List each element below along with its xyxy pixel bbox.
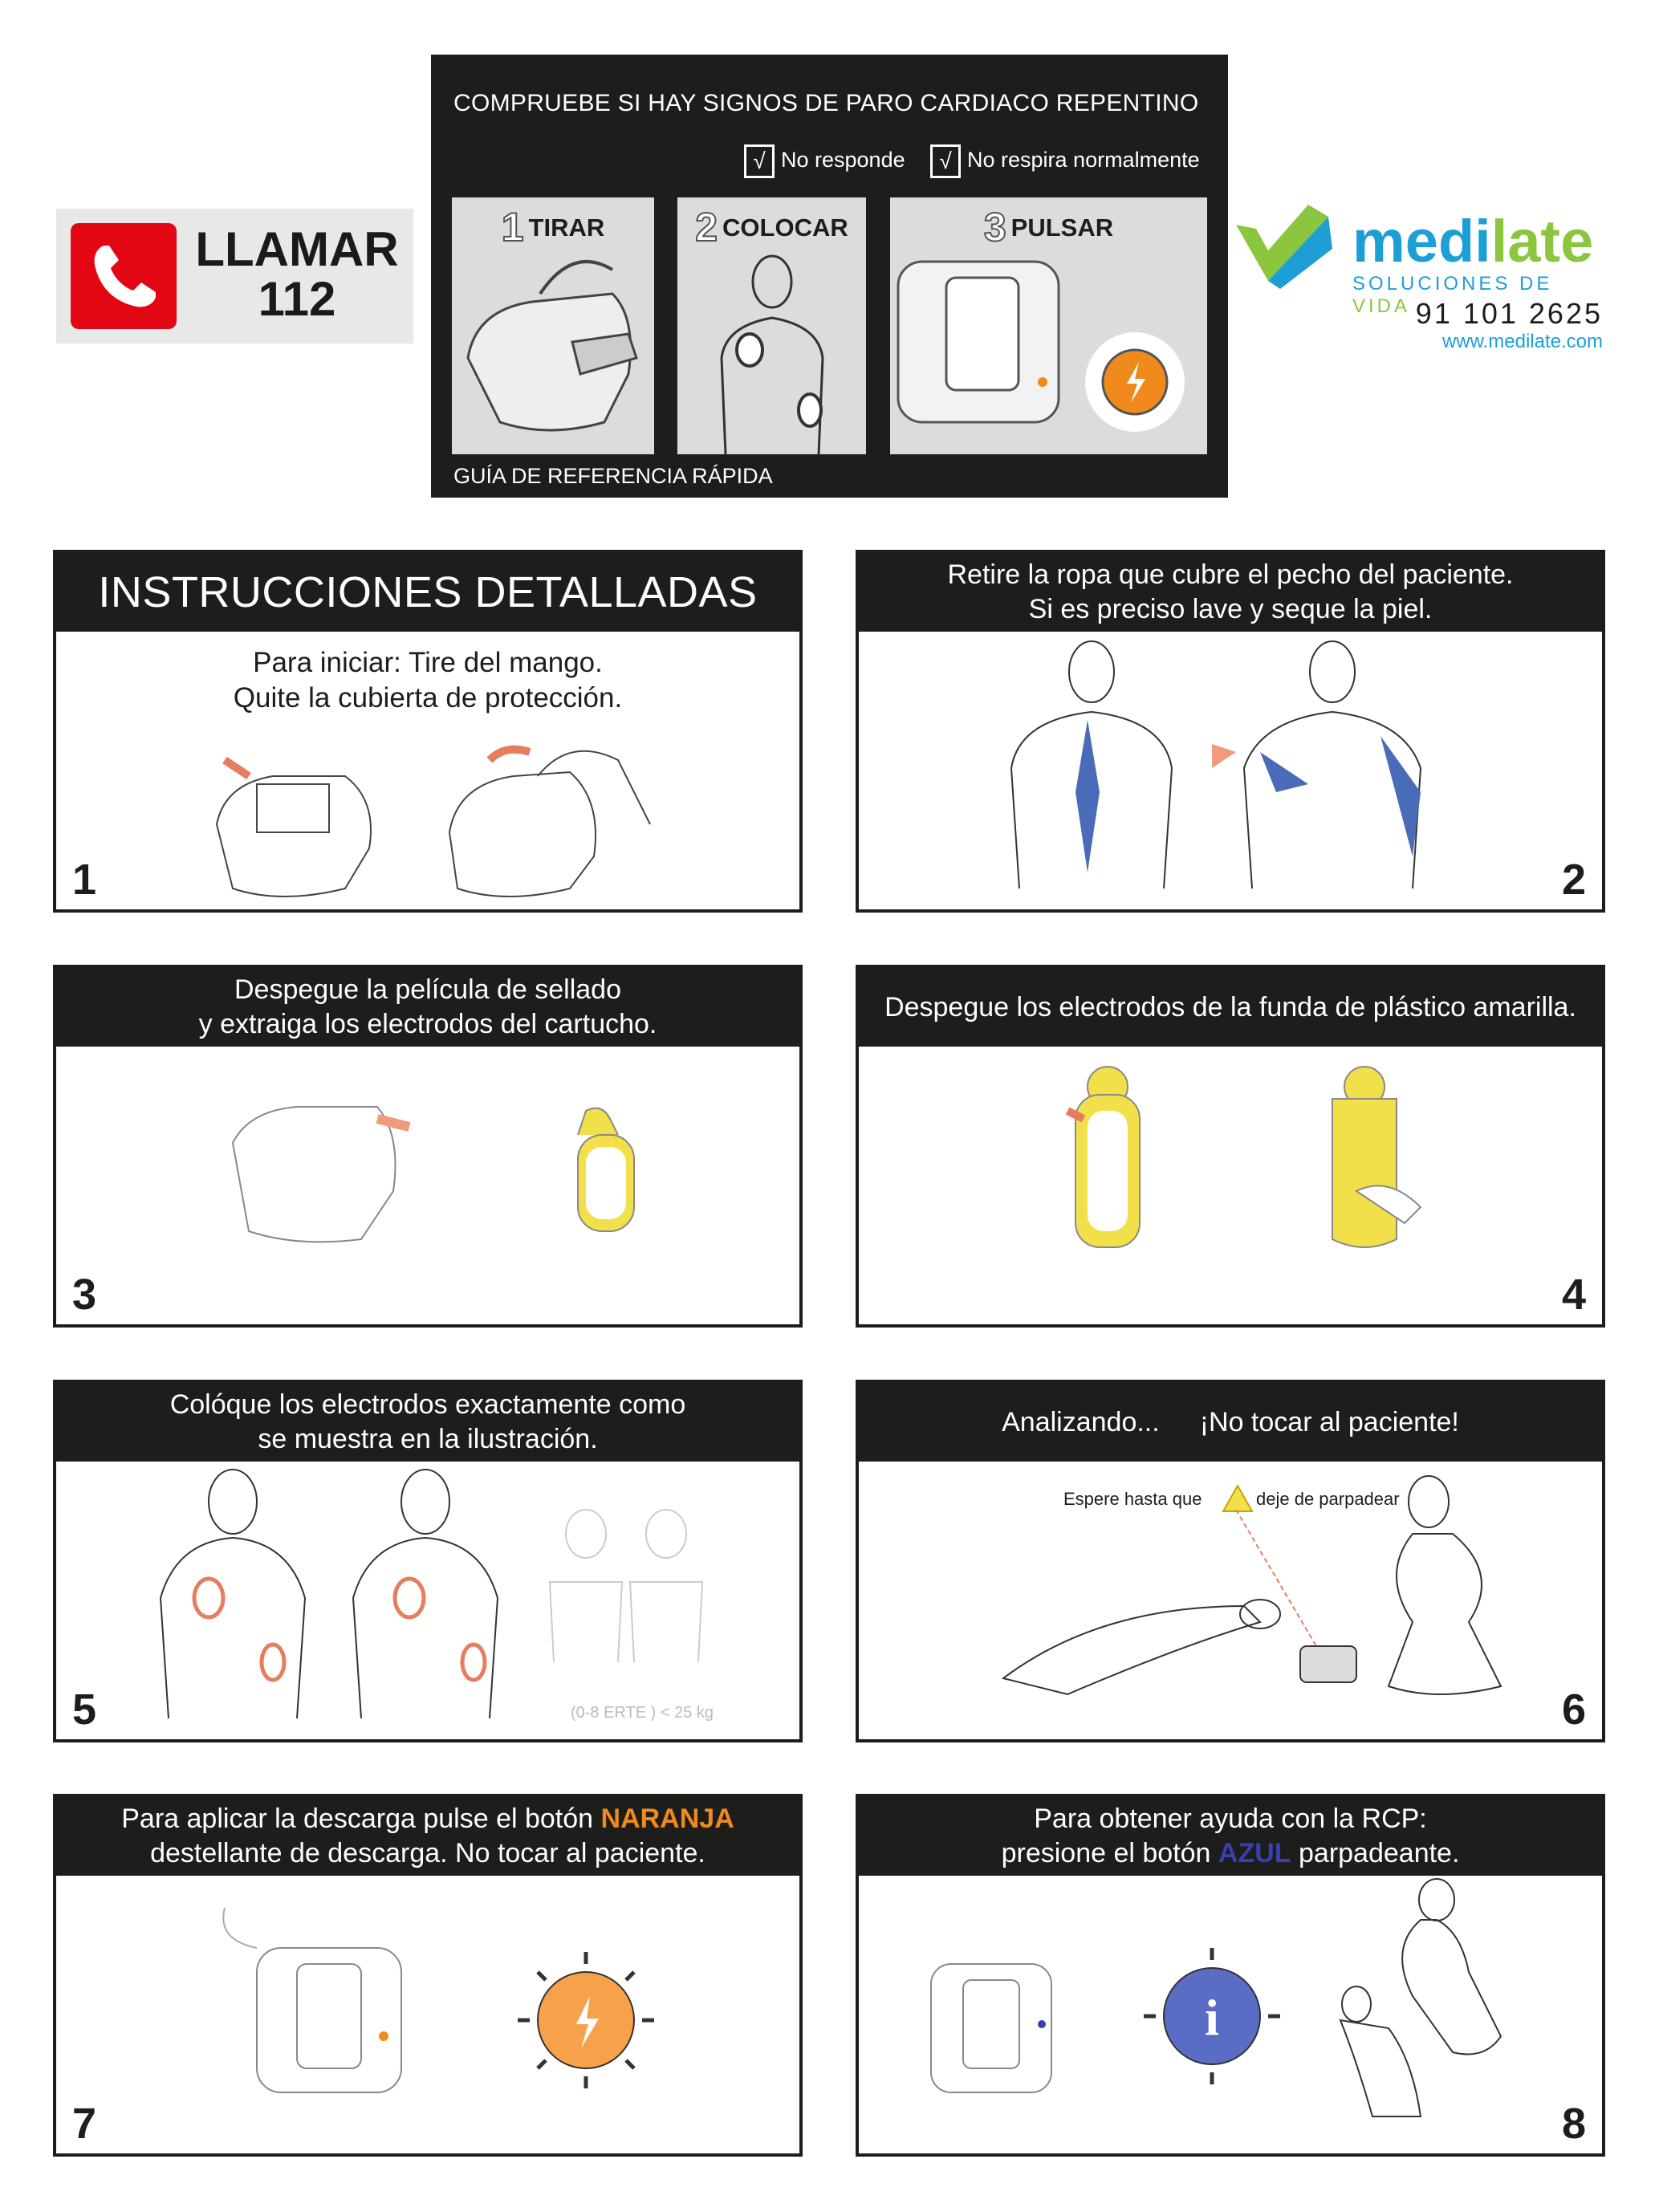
brand-logo bbox=[1232, 193, 1609, 361]
call-number: 112 bbox=[258, 272, 336, 326]
remove-clothing-illustration bbox=[859, 632, 1605, 905]
step-number: 6 bbox=[1561, 1685, 1586, 1734]
check-no-responde: √ No responde bbox=[744, 144, 905, 178]
medilate-logo-icon bbox=[1232, 201, 1336, 297]
panel-header: Analizando... ¡No tocar al paciente! bbox=[859, 1383, 1602, 1462]
panel-header: Despegue la película de sellado y extraiga los electrodos del cartucho. bbox=[56, 968, 799, 1047]
shock-button-panel-illustration bbox=[56, 1876, 803, 2149]
pediatric-note: (0-8 ERTE ) < 25 kg bbox=[570, 1704, 714, 1722]
step-number: 8 bbox=[1561, 2100, 1586, 2148]
wait-text-a: Espere hasta que bbox=[1063, 1489, 1202, 1509]
panel-header: Colóque los electrodos exactamente como se muestra en la ilustración. bbox=[56, 1383, 799, 1462]
instruction-panel-7 bbox=[53, 1794, 803, 2157]
brand-tagline: SOLUCIONES DE VIDA bbox=[1352, 273, 1553, 317]
instruction-panel-6 bbox=[856, 1380, 1605, 1742]
call-112-badge bbox=[56, 209, 413, 344]
quickref-step-1: 1 TIRAR bbox=[452, 197, 654, 454]
cpr-help-illustration bbox=[859, 1876, 1605, 2149]
checkbox-icon: √ bbox=[930, 144, 961, 178]
call-label: LLAMAR bbox=[195, 222, 399, 276]
pad-placement-illustration bbox=[56, 1462, 803, 1734]
quickref-step-2: 2 COLOCAR bbox=[677, 197, 866, 454]
instruction-panel-8 bbox=[856, 1794, 1605, 2157]
panel-header: Para aplicar la descarga pulse el botón NARANJA destellante de descarga. No tocar al paciente. bbox=[56, 1797, 799, 1876]
instruction-panel-4 bbox=[856, 965, 1605, 1328]
panel-header: Para obtener ayuda con la RCP: presione el botón AZUL parpadeante. bbox=[859, 1797, 1602, 1876]
analyzing-illustration bbox=[859, 1462, 1605, 1734]
panel-header: Despegue los electrodos de la funda de plástico amarilla. bbox=[859, 968, 1602, 1047]
instruction-panel-1 bbox=[53, 550, 803, 913]
step-number: 7 bbox=[72, 2100, 97, 2148]
step-number: 4 bbox=[1561, 1271, 1586, 1319]
panel-text-1: Para iniciar: Tire del mango. bbox=[253, 647, 603, 678]
aed-open-illustration bbox=[452, 197, 654, 454]
step-number: 3 bbox=[72, 1271, 97, 1319]
brand-name: medilate bbox=[1352, 208, 1594, 274]
wait-text-b: deje de parpadear bbox=[1256, 1489, 1400, 1509]
step-number: 1 bbox=[72, 856, 97, 904]
panel-text-2: Quite la cubierta de protección. bbox=[233, 682, 623, 714]
panel-header: INSTRUCCIONES DETALLADAS bbox=[56, 553, 799, 632]
info-icon: i bbox=[1205, 1989, 1219, 2046]
quickref-step-3: 3 PULSAR bbox=[890, 197, 1207, 454]
quickref-title: COMPRUEBE SI HAY SIGNOS DE PARO CARDIACO REPENTINO bbox=[453, 90, 1199, 116]
aed-unit-illustration bbox=[56, 728, 803, 913]
phone-icon bbox=[71, 223, 177, 329]
checkbox-icon: √ bbox=[744, 144, 775, 178]
quick-reference-card bbox=[431, 55, 1228, 498]
quickref-footer: GUÍA DE REFERENCIA RÁPIDA bbox=[453, 464, 773, 488]
panel-header: Retire la ropa que cubre el pecho del paciente. Si es preciso lave y seque la piel. bbox=[859, 553, 1602, 632]
check-no-respira: √ No respira normalmente bbox=[930, 144, 1200, 178]
instruction-panel-2 bbox=[856, 550, 1605, 913]
shock-button-illustration bbox=[890, 197, 1207, 454]
step-number: 5 bbox=[72, 1685, 97, 1734]
peel-electrodes-illustration bbox=[859, 1047, 1605, 1319]
step-number: 2 bbox=[1561, 856, 1586, 904]
cartridge-illustration bbox=[56, 1047, 803, 1319]
instruction-panel-3 bbox=[53, 965, 803, 1328]
body-pads-illustration bbox=[677, 197, 866, 454]
instruction-panel-5 bbox=[53, 1380, 803, 1742]
brand-phone: 91 101 2625 bbox=[1415, 297, 1603, 330]
brand-website-link[interactable]: www.medilate.com bbox=[1441, 331, 1603, 352]
